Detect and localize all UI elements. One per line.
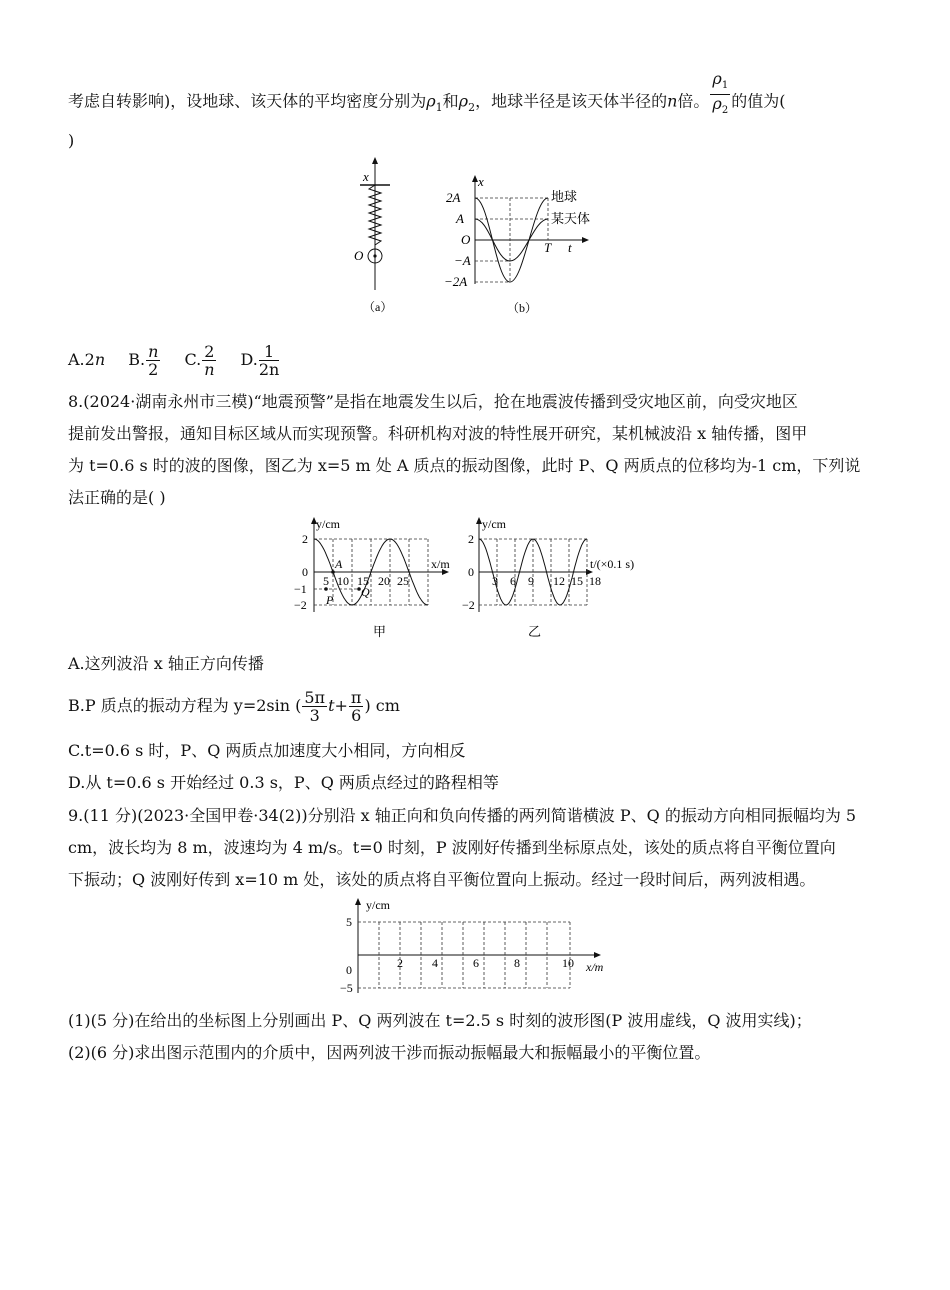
q7-paren-close: ) (68, 131, 75, 150)
vibration-graph-yi (462, 512, 662, 642)
q7-and: 和 (442, 91, 459, 111)
q7-option-b: B. $\frac{n}{2}$ (128, 341, 159, 379)
mass-center-dot (373, 254, 376, 257)
q8-stem-line-3: 为 t=0.6 s 时的波的图像，图乙为 x=5 m 处 A 质点的振动图像，此时 P、Q 两质点的位移均为-1 cm，下列说 (68, 456, 861, 475)
rho2-subscript: 2 (468, 100, 476, 114)
q9-y-axis-arrow (355, 898, 361, 905)
rho-ratio-fraction: $\frac{\rho_1}{\rho_2}$ (712, 69, 729, 117)
q7-option-d: D. $\frac{1}{2n}$ (240, 341, 280, 379)
q9-xtick-2: 2 (397, 956, 403, 970)
caption-b: （b） (507, 301, 538, 315)
q9-xlabel: x/m (586, 960, 604, 974)
q9-subquestion-1: (1)(5 分)在给出的坐标图上分别画出 P、Q 两列波在 t=2.5 s 时刻的波形图(P 波用虚线，Q 波用实线)； (68, 1011, 812, 1030)
q9-subquestion-2: (2)(6 分)求出图示范围内的介质中，因两列波干涉而振动振幅最大和振幅最小的平衡位置。 (68, 1043, 711, 1062)
q7-options (68, 340, 280, 380)
n-variable: n (667, 91, 678, 111)
axis-x-label-a: x (363, 169, 369, 184)
jia-label-Q: Q (361, 585, 370, 599)
q9-stem-line-2: cm，波长均为 8 m，波速均为 4 m/s。t=0 时刻，P 波刚好传播到坐标原点处，该处的质点将自平衡位置向 (68, 838, 836, 857)
q7-stem-text-3: 倍。 (677, 91, 710, 111)
yi-xtick-9: 9 (528, 574, 534, 588)
q8-option-a: A.这列波沿 x 轴正方向传播 (68, 654, 264, 673)
q8-option-b: B.P 质点的振动方程为 y=2sin ( $\frac{5\pi}{3}$ t+ $\frac{\pi}{6}$ ) cm (68, 687, 400, 725)
q8-option-c: C.t=0.6 s 时，P、Q 两质点加速度大小相同，方向相反 (68, 741, 466, 760)
jia-ytick-minus-1: −1 (294, 582, 307, 596)
q9-xtick-6: 6 (473, 956, 479, 970)
yi-caption: 乙 (528, 624, 542, 639)
jia-xlabel: x/m (431, 557, 450, 571)
b-axis-t-label: t (568, 240, 572, 255)
q8-stem-line-4: 法正确的是( ) (68, 488, 166, 507)
q9-stem-line-3: 下振动；Q 波刚好传到 x=10 m 处，该处的质点将自平衡位置向上振动。经过一段时间后，两列波相遇。 (68, 870, 816, 889)
q9-ylabel: y/cm (366, 898, 390, 912)
q7-stem-line (68, 69, 786, 120)
jia-xtick-25: 25 (397, 574, 409, 588)
spring-axis-arrow (372, 157, 378, 164)
jia-caption: 甲 (373, 624, 387, 639)
legend-body: 某天体 (551, 211, 591, 226)
spring-figure-a (345, 155, 405, 320)
tick-2A: 2A (446, 190, 461, 205)
yi-ytick-0: 0 (468, 565, 474, 579)
yi-ytick-2: 2 (468, 532, 474, 546)
q9-ytick-0: 0 (346, 963, 352, 977)
yi-ylabel: y/cm (482, 517, 506, 531)
tick-minus-A: −A (454, 253, 471, 268)
yi-xlabel: t/(×0.1 s) (590, 557, 635, 571)
q9-xtick-4: 4 (432, 956, 438, 970)
rho1-symbol: ρ (426, 91, 436, 111)
q8-option-d: D.从 t=0.6 s 开始经过 0.3 s，P、Q 两质点经过的路程相等 (68, 773, 499, 792)
b-period-label: T (544, 240, 552, 255)
yi-xtick-15: 15 (571, 574, 583, 588)
wave-graph-jia (290, 512, 462, 642)
jia-ytick-minus-2: −2 (294, 598, 307, 612)
jia-xtick-10: 10 (337, 574, 349, 588)
b-axis-x-label: x (478, 174, 484, 189)
q7-stem-text-1: 考虑自转影响)，设地球、该天体的平均密度分别为 (68, 91, 427, 111)
tick-A: A (456, 211, 464, 226)
q9-ytick-minus-5: −5 (340, 981, 353, 995)
legend-earth: 地球 (551, 189, 578, 204)
q7-option-a: A.2n (68, 350, 106, 369)
tick-minus-2A: −2A (444, 274, 468, 289)
jia-label-A: A (335, 557, 343, 571)
jia-xtick-15: 15 (357, 574, 369, 588)
b-t-axis-arrow (582, 237, 589, 243)
q9-stem-line-1: 9.(11 分)(2023·全国甲卷·34(2))分别沿 x 轴正向和负向传播的两列简谐横波 P、Q 的振动方向相同振幅均为 5 (68, 806, 857, 825)
q9-ytick-5: 5 (346, 915, 352, 929)
q9-xtick-8: 8 (514, 956, 520, 970)
yi-xtick-3: 3 (492, 574, 498, 588)
q7-stem-text-4: 的值为( (731, 91, 786, 111)
yi-xtick-6: 6 (510, 574, 516, 588)
yi-ytick-minus-2: −2 (462, 598, 475, 612)
yi-xtick-12: 12 (553, 574, 565, 588)
q9-blank-wave-grid (338, 895, 618, 1000)
jia-xtick-20: 20 (378, 574, 390, 588)
q8-stem-line-2: 提前发出警报，通知目标区域从而实现预警。科研机构对波的特性展开研究，某机械波沿 x 轴传播，图甲 (68, 424, 808, 443)
jia-label-P: P (326, 593, 334, 607)
caption-a: （a） (363, 300, 393, 314)
jia-ytick-2: 2 (302, 532, 308, 546)
q9-xtick-10: 10 (562, 956, 574, 970)
jia-ylabel: y/cm (316, 517, 340, 531)
oscillation-figure-b (440, 172, 615, 322)
q7-option-c: C. $\frac{2}{n}$ (184, 341, 215, 379)
q9-x-axis-arrow (594, 952, 601, 958)
origin-label-a: O (354, 248, 364, 263)
yi-xtick-18: 18 (589, 574, 601, 588)
jia-xtick-5: 5 (323, 574, 329, 588)
q8-stem-line-1: 8.(2024·湖南永州市三模)“地震预警”是指在地震发生以后，抢在地震波传播到受灾地区前，向受灾地区 (68, 392, 798, 411)
rho1-subscript: 1 (435, 100, 443, 114)
b-origin: O (461, 232, 471, 247)
q7-stem-text-2: ，地球半径是该天体半径的 (475, 91, 668, 111)
jia-ytick-0: 0 (302, 565, 308, 579)
rho2-symbol: ρ (458, 91, 469, 111)
